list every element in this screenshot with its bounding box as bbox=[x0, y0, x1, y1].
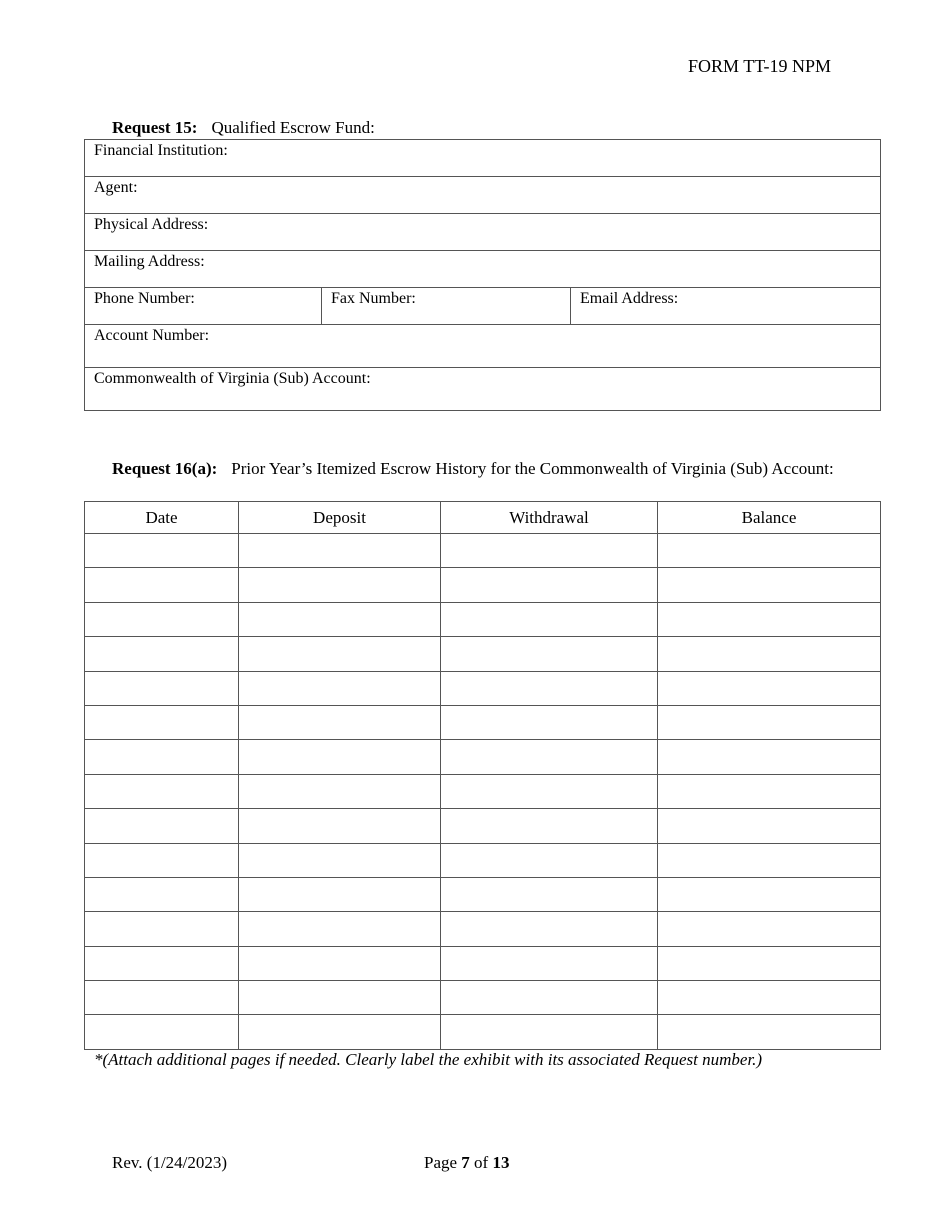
date-cell[interactable] bbox=[85, 774, 239, 808]
deposit-cell[interactable] bbox=[239, 946, 441, 980]
table-row bbox=[85, 981, 881, 1015]
column-header-withdrawal: Withdrawal bbox=[441, 502, 658, 534]
deposit-cell[interactable] bbox=[239, 637, 441, 671]
request-15-heading bbox=[112, 118, 375, 138]
table-row bbox=[85, 912, 881, 946]
deposit-cell[interactable] bbox=[239, 602, 441, 636]
fax-number-field[interactable]: Fax Number: bbox=[322, 288, 571, 325]
withdrawal-cell[interactable] bbox=[441, 637, 658, 671]
balance-cell[interactable] bbox=[658, 912, 881, 946]
deposit-cell[interactable] bbox=[239, 568, 441, 602]
table-row bbox=[85, 740, 881, 774]
request-15-title: Qualified Escrow Fund: bbox=[211, 118, 375, 137]
date-cell[interactable] bbox=[85, 740, 239, 774]
table-row bbox=[85, 774, 881, 808]
withdrawal-cell[interactable] bbox=[441, 774, 658, 808]
date-cell[interactable] bbox=[85, 602, 239, 636]
withdrawal-cell[interactable] bbox=[441, 877, 658, 911]
withdrawal-cell[interactable] bbox=[441, 981, 658, 1015]
request-16a-label: Request 16(a): bbox=[112, 459, 218, 478]
column-header-balance: Balance bbox=[658, 502, 881, 534]
page-number bbox=[424, 1153, 509, 1173]
balance-cell[interactable] bbox=[658, 568, 881, 602]
request-15-label: Request 15: bbox=[112, 118, 198, 137]
table-row bbox=[85, 809, 881, 843]
page-prefix: Page bbox=[424, 1153, 458, 1172]
date-cell[interactable] bbox=[85, 705, 239, 739]
financial-institution-field[interactable]: Financial Institution: bbox=[85, 140, 881, 177]
page-current: 7 bbox=[461, 1153, 470, 1172]
phone-number-field[interactable]: Phone Number: bbox=[85, 288, 322, 325]
table-row bbox=[85, 705, 881, 739]
balance-cell[interactable] bbox=[658, 946, 881, 980]
withdrawal-cell[interactable] bbox=[441, 534, 658, 568]
balance-cell[interactable] bbox=[658, 981, 881, 1015]
withdrawal-cell[interactable] bbox=[441, 671, 658, 705]
escrow-fund-table bbox=[84, 139, 881, 411]
attachment-note: *(Attach additional pages if needed. Clearly label the exhibit with its associated Request number.) bbox=[94, 1050, 763, 1069]
withdrawal-cell[interactable] bbox=[441, 568, 658, 602]
table-row bbox=[85, 843, 881, 877]
date-cell[interactable] bbox=[85, 877, 239, 911]
table-row bbox=[85, 671, 881, 705]
email-address-field[interactable]: Email Address: bbox=[571, 288, 881, 325]
table-row bbox=[85, 946, 881, 980]
deposit-cell[interactable] bbox=[239, 843, 441, 877]
balance-cell[interactable] bbox=[658, 705, 881, 739]
mailing-address-field[interactable]: Mailing Address: bbox=[85, 251, 881, 288]
date-cell[interactable] bbox=[85, 843, 239, 877]
date-cell[interactable] bbox=[85, 981, 239, 1015]
deposit-cell[interactable] bbox=[239, 774, 441, 808]
balance-cell[interactable] bbox=[658, 534, 881, 568]
withdrawal-cell[interactable] bbox=[441, 912, 658, 946]
balance-cell[interactable] bbox=[658, 774, 881, 808]
table-row bbox=[85, 602, 881, 636]
table-row bbox=[85, 877, 881, 911]
column-header-deposit: Deposit bbox=[239, 502, 441, 534]
physical-address-field[interactable]: Physical Address: bbox=[85, 214, 881, 251]
deposit-cell[interactable] bbox=[239, 912, 441, 946]
column-header-date: Date bbox=[85, 502, 239, 534]
table-row bbox=[85, 568, 881, 602]
form-id: FORM TT-19 NPM bbox=[688, 56, 832, 76]
balance-cell[interactable] bbox=[658, 602, 881, 636]
date-cell[interactable] bbox=[85, 534, 239, 568]
date-cell[interactable] bbox=[85, 671, 239, 705]
balance-cell[interactable] bbox=[658, 877, 881, 911]
date-cell[interactable] bbox=[85, 1015, 239, 1049]
date-cell[interactable] bbox=[85, 809, 239, 843]
account-number-field[interactable]: Account Number: bbox=[85, 325, 881, 368]
balance-cell[interactable] bbox=[658, 637, 881, 671]
withdrawal-cell[interactable] bbox=[441, 602, 658, 636]
deposit-cell[interactable] bbox=[239, 671, 441, 705]
balance-cell[interactable] bbox=[658, 740, 881, 774]
deposit-cell[interactable] bbox=[239, 981, 441, 1015]
agent-field[interactable]: Agent: bbox=[85, 177, 881, 214]
date-cell[interactable] bbox=[85, 946, 239, 980]
withdrawal-cell[interactable] bbox=[441, 740, 658, 774]
sub-account-field[interactable]: Commonwealth of Virginia (Sub) Account: bbox=[85, 368, 881, 411]
deposit-cell[interactable] bbox=[239, 740, 441, 774]
request-16a-heading bbox=[112, 458, 852, 480]
withdrawal-cell[interactable] bbox=[441, 946, 658, 980]
withdrawal-cell[interactable] bbox=[441, 1015, 658, 1049]
table-row bbox=[85, 534, 881, 568]
balance-cell[interactable] bbox=[658, 809, 881, 843]
balance-cell[interactable] bbox=[658, 671, 881, 705]
withdrawal-cell[interactable] bbox=[441, 843, 658, 877]
deposit-cell[interactable] bbox=[239, 877, 441, 911]
page-of: of bbox=[474, 1153, 489, 1172]
date-cell[interactable] bbox=[85, 637, 239, 671]
table-row bbox=[85, 637, 881, 671]
deposit-cell[interactable] bbox=[239, 705, 441, 739]
page-total: 13 bbox=[492, 1153, 510, 1172]
deposit-cell[interactable] bbox=[239, 809, 441, 843]
deposit-cell[interactable] bbox=[239, 534, 441, 568]
balance-cell[interactable] bbox=[658, 1015, 881, 1049]
escrow-history-rows bbox=[85, 534, 881, 1050]
balance-cell[interactable] bbox=[658, 843, 881, 877]
withdrawal-cell[interactable] bbox=[441, 705, 658, 739]
request-16a-title: Prior Year’s Itemized Escrow History for the Commonwealth of Virginia (Sub) Account: bbox=[231, 459, 834, 478]
date-cell[interactable] bbox=[85, 912, 239, 946]
revision-date: Rev. (1/24/2023) bbox=[112, 1153, 228, 1172]
table-row bbox=[85, 1015, 881, 1049]
escrow-history-table bbox=[84, 501, 881, 1050]
deposit-cell[interactable] bbox=[239, 1015, 441, 1049]
withdrawal-cell[interactable] bbox=[441, 809, 658, 843]
date-cell[interactable] bbox=[85, 568, 239, 602]
